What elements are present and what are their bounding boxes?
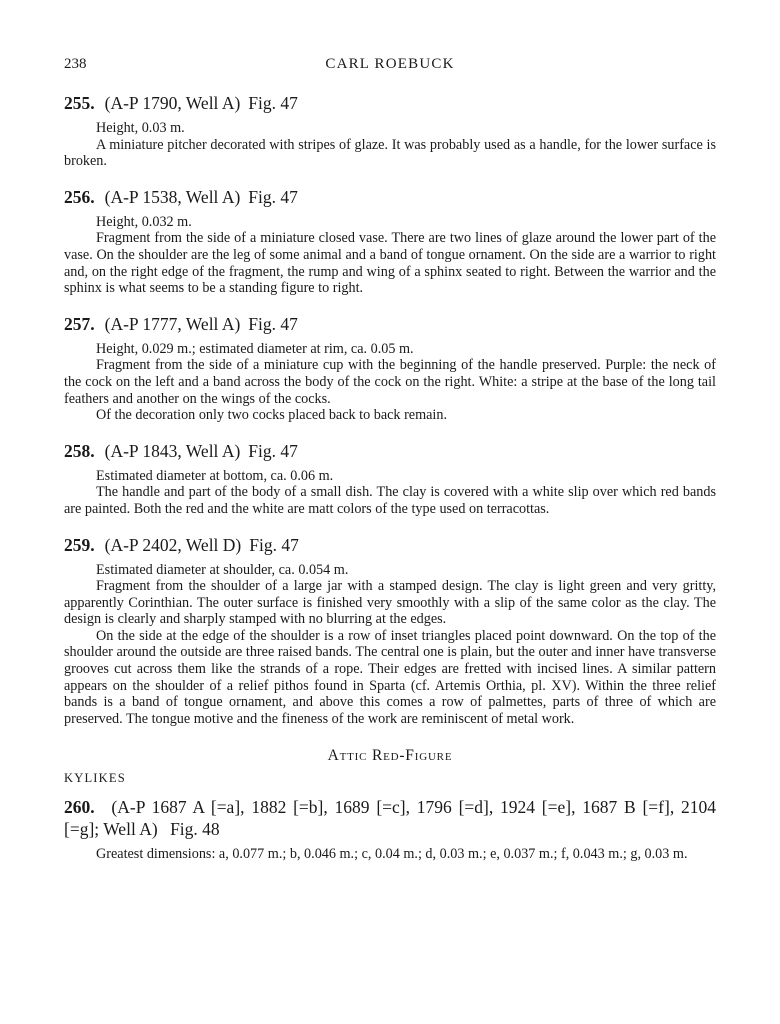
entry-description: Fragment from the side of a miniature cup with the beginning of the handle preserved. Purple: the neck of the cock on the left and a band across the body of the cock on the right. White: a stripe at the base of the long tail feathers and another on the wings of the cocks.	[64, 357, 716, 407]
page	[64, 56, 716, 863]
entry-figure-ref: Fig. 47	[248, 440, 298, 461]
catalogue-entries	[64, 92, 716, 727]
section-title-text: Attic Red-Figure	[327, 747, 453, 765]
entry-reference: (A-P 2402, Well D)	[104, 534, 242, 555]
entry-description: Fragment from the side of a miniature closed vase. There are two lines of glaze around the lower part of the vase. On the shoulder are the leg of some animal and a band of tongue ornament. On the side are a warrior to right and, on the right edge of the fragment, the rump and wing of a sphinx seated to right. Between the warrior and the sphinx is what seems to be a standing figure to right.	[64, 230, 716, 297]
entry-description: Fragment from the shoulder of a large jar with a stamped design. The clay is light green and very gritty, apparently Corinthian. The outer surface is finished very smoothly with a slip of the same color as the clay. The design is clearly and sharply stamped with no blurring at the edges.	[64, 578, 716, 628]
entry-figure-ref: Fig. 47	[248, 93, 298, 113]
subsection-title: KYLIKES	[64, 771, 126, 786]
entry-dimensions: Height, 0.032 m.	[96, 213, 192, 230]
entry-number: 257.	[64, 313, 95, 334]
entry-description: Of the decoration only two cocks placed back to back remain.	[96, 407, 448, 424]
entry-dimensions: Greatest dimensions: a, 0.077 m.; b, 0.046 m.; c, 0.04 m.; d, 0.03 m.; e, 0.037 m.; f, 0.043 m.; g, 0.03 m.	[96, 846, 688, 863]
running-head	[64, 56, 716, 78]
catalogue-entry	[64, 92, 716, 170]
page-number: 238	[64, 56, 87, 72]
catalogue-entry	[64, 440, 716, 518]
entry-reference: (A-P 1538, Well A)	[104, 186, 241, 207]
entry-heading	[64, 440, 716, 462]
entry-reference: (A-P 1687 A [=a], 1882 [=b], 1689 [=c], 1796 [=d], 1924 [=e], 1687 B [=f], 2104 [=g]; Well A)	[64, 797, 716, 840]
catalogue-entry-260	[64, 796, 716, 863]
catalogue-entry	[64, 313, 716, 424]
entry-description: On the side at the edge of the shoulder is a row of inset triangles placed point downward. On the top of the shoulder around the outside are three raised bands. The central one is plain, but the outer and inner have transverse grooves cut across them like the strands of a rope. Their edges are fretted with incised lines. A similar pattern appears on the shoulder of a relief pithos found in Sparta (cf. Artemis Orthia, pl. XV). Within the three relief bands is a band of tongue ornament, and above this comes a row of palmettes, parts of three of which are preserved. The tongue motive and the fineness of the work are reminiscent of metal work.	[64, 627, 716, 727]
entry-heading	[64, 92, 716, 114]
entry-number: 260.	[64, 797, 95, 818]
entry-description: The handle and part of the body of a small dish. The clay is covered with a white slip over which red bands are painted. Both the red and the white are matt colors of the type used on terracottas.	[64, 484, 716, 517]
section-title	[64, 747, 716, 765]
entry-heading	[64, 186, 716, 208]
entry-figure-ref: Fig. 47	[249, 534, 299, 555]
entry-figure-ref: Fig. 47	[248, 186, 298, 207]
entry-figure-ref: Fig. 48	[170, 819, 220, 840]
entry-dimensions: Height, 0.03 m.	[96, 120, 185, 136]
entry-dimensions: Height, 0.029 m.; estimated diameter at rim, ca. 0.05 m.	[96, 340, 414, 357]
entry-heading	[64, 313, 716, 335]
entry-heading	[64, 796, 716, 840]
entry-reference: (A-P 1843, Well A)	[104, 440, 241, 461]
entry-number: 256.	[64, 186, 95, 207]
entry-number: 258.	[64, 440, 95, 461]
entry-dimensions: Estimated diameter at shoulder, ca. 0.054 m.	[96, 561, 349, 578]
entry-heading	[64, 534, 716, 556]
entry-reference: (A-P 1777, Well A)	[104, 313, 241, 334]
entry-figure-ref: Fig. 47	[248, 313, 298, 334]
running-title: CARL ROEBUCK	[325, 56, 455, 72]
entry-number: 255.	[64, 93, 95, 113]
catalogue-entry	[64, 186, 716, 297]
catalogue-entry	[64, 534, 716, 728]
entry-dimensions: Estimated diameter at bottom, ca. 0.06 m.	[96, 467, 334, 484]
entry-number: 259.	[64, 534, 95, 555]
entry-description: A miniature pitcher decorated with stripes of glaze. It was probably used as a handle, for the lower surface is broken.	[64, 136, 716, 170]
entry-reference: (A-P 1790, Well A)	[104, 93, 241, 113]
